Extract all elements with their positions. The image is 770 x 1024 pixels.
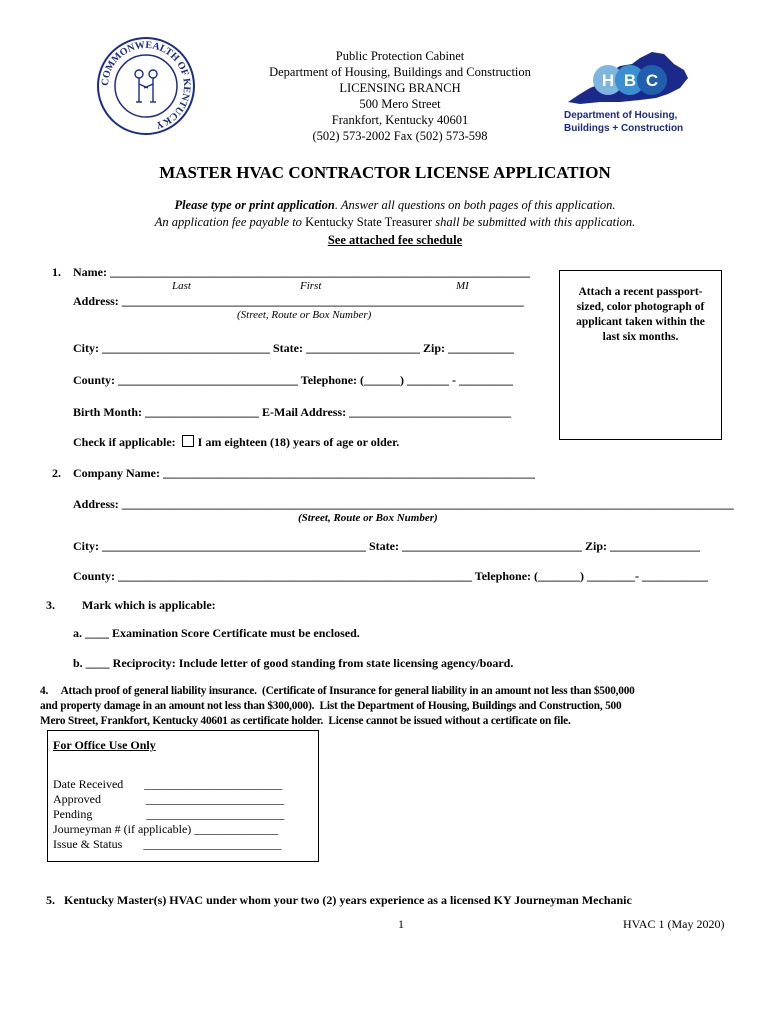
- page-title: MASTER HVAC CONTRACTOR LICENSE APPLICATION: [159, 163, 611, 182]
- birth-email-field[interactable]: Birth Month: ___________________ E-Mail Address: ___________________________: [73, 405, 512, 419]
- instruction-payee: Kentucky State Treasurer: [305, 215, 433, 229]
- insurance-line2: and property damage in an amount not less than $300,000). List the Department of Housing, Buildings and Construction, 500: [40, 700, 622, 712]
- header-line: LICENSING BRANCH: [339, 81, 461, 95]
- logo-line1: Department of Housing,: [564, 110, 678, 121]
- check-label: Check if applicable:: [73, 435, 176, 449]
- address-field[interactable]: Address: ___________________________________________________________________: [73, 294, 524, 308]
- kentucky-seal: [96, 36, 196, 136]
- instruction-text: shall be submitted with this application.: [432, 215, 636, 229]
- city-state-zip-field[interactable]: City: ____________________________ State: ___________________ Zip: ___________: [73, 341, 514, 355]
- photo-box: [559, 270, 722, 440]
- name-mi-hint: MI: [456, 280, 469, 292]
- address-hint: (Street, Route or Box Number): [237, 309, 372, 321]
- office-use-title: For Office Use Only: [53, 738, 156, 752]
- header-line: (502) 573-2002 Fax (502) 573-598: [312, 129, 488, 143]
- office-use-box: [47, 730, 319, 862]
- company-city-state-zip-field[interactable]: City: ____________________________________________ State: ______________________________ Zip: _______________: [73, 539, 700, 553]
- logo-letter-c: C: [645, 71, 659, 90]
- check-text: I am eighteen (18) years of age or older.: [197, 435, 400, 449]
- option-examination[interactable]: a. ____ Examination Score Certificate must be enclosed.: [73, 626, 360, 640]
- office-pending: Pending _______________________: [53, 807, 285, 821]
- office-approved: Approved _______________________: [53, 792, 284, 806]
- header-line: Department of Housing, Buildings and Construction: [269, 65, 531, 79]
- section5-text: 5. Kentucky Master(s) HVAC under whom your two (2) years experience as a licensed KY Journeyman Mechanic: [46, 893, 632, 907]
- instructions-line2: [0, 215, 770, 230]
- instruction-text: . Answer all questions on both pages of this application.: [334, 198, 616, 212]
- instruction-emphasis: Please type or print application: [174, 198, 335, 212]
- page-number: 1: [398, 917, 404, 931]
- instructions-line1: [0, 198, 770, 213]
- county-telephone-field[interactable]: County: ______________________________ Telephone: (______) _______ - _________: [73, 373, 514, 387]
- seal-text: COMMONWEALTH OF KENTUCKY: [99, 39, 193, 131]
- age-checkbox[interactable]: [182, 435, 194, 447]
- instruction-text: An application fee payable to: [154, 215, 306, 229]
- office-journeyman-number: Journeyman # (if applicable) ______________: [53, 822, 279, 836]
- name-field[interactable]: 1. Name: ______________________________________________________________________: [52, 265, 530, 279]
- name-first-hint: First: [300, 280, 322, 292]
- header-line: Frankfort, Kentucky 40601: [331, 113, 469, 127]
- office-issue-status: Issue & Status _______________________: [53, 837, 282, 851]
- company-name-field[interactable]: 2. Company Name: ______________________________________________________________: [52, 466, 535, 480]
- logo-letter-h: H: [601, 71, 615, 90]
- section3-title: 3. Mark which is applicable:: [46, 598, 216, 612]
- company-address-hint: (Street, Route or Box Number): [298, 512, 438, 524]
- name-last-hint: Last: [172, 280, 191, 292]
- fee-schedule-link[interactable]: See attached fee schedule: [327, 233, 463, 247]
- form-id: HVAC 1 (May 2020): [623, 917, 725, 931]
- logo-line2: Buildings + Construction: [564, 123, 684, 134]
- company-address-field[interactable]: Address: ______________________________________________________________________________________________________: [73, 497, 734, 511]
- logo-letter-b: B: [623, 71, 637, 90]
- age-check-row: [73, 435, 399, 450]
- hbc-logo: [560, 44, 692, 136]
- company-county-telephone-field[interactable]: County: ___________________________________________________________ Telephone: (_______) ________- ___________: [73, 569, 709, 583]
- header-line: Public Protection Cabinet: [335, 49, 465, 63]
- agency-header: [200, 48, 600, 144]
- office-date-received: Date Received _______________________: [53, 777, 283, 791]
- photo-instructions: Attach a recent passport-sized, color photograph of applicant taken within the last six months.: [576, 286, 705, 343]
- header-line: 500 Mero Street: [359, 97, 441, 111]
- insurance-line1: 4. Attach proof of general liability insurance. (Certificate of Insurance for general liability in an amount not less than $500,000: [40, 685, 635, 697]
- option-reciprocity[interactable]: b. ____ Reciprocity: Include letter of good standing from state licensing agency/board.: [73, 656, 514, 670]
- insurance-line3: Mero Street, Frankfort, Kentucky 40601 as certificate holder. License cannot be issued without a certificate on file.: [40, 715, 571, 727]
